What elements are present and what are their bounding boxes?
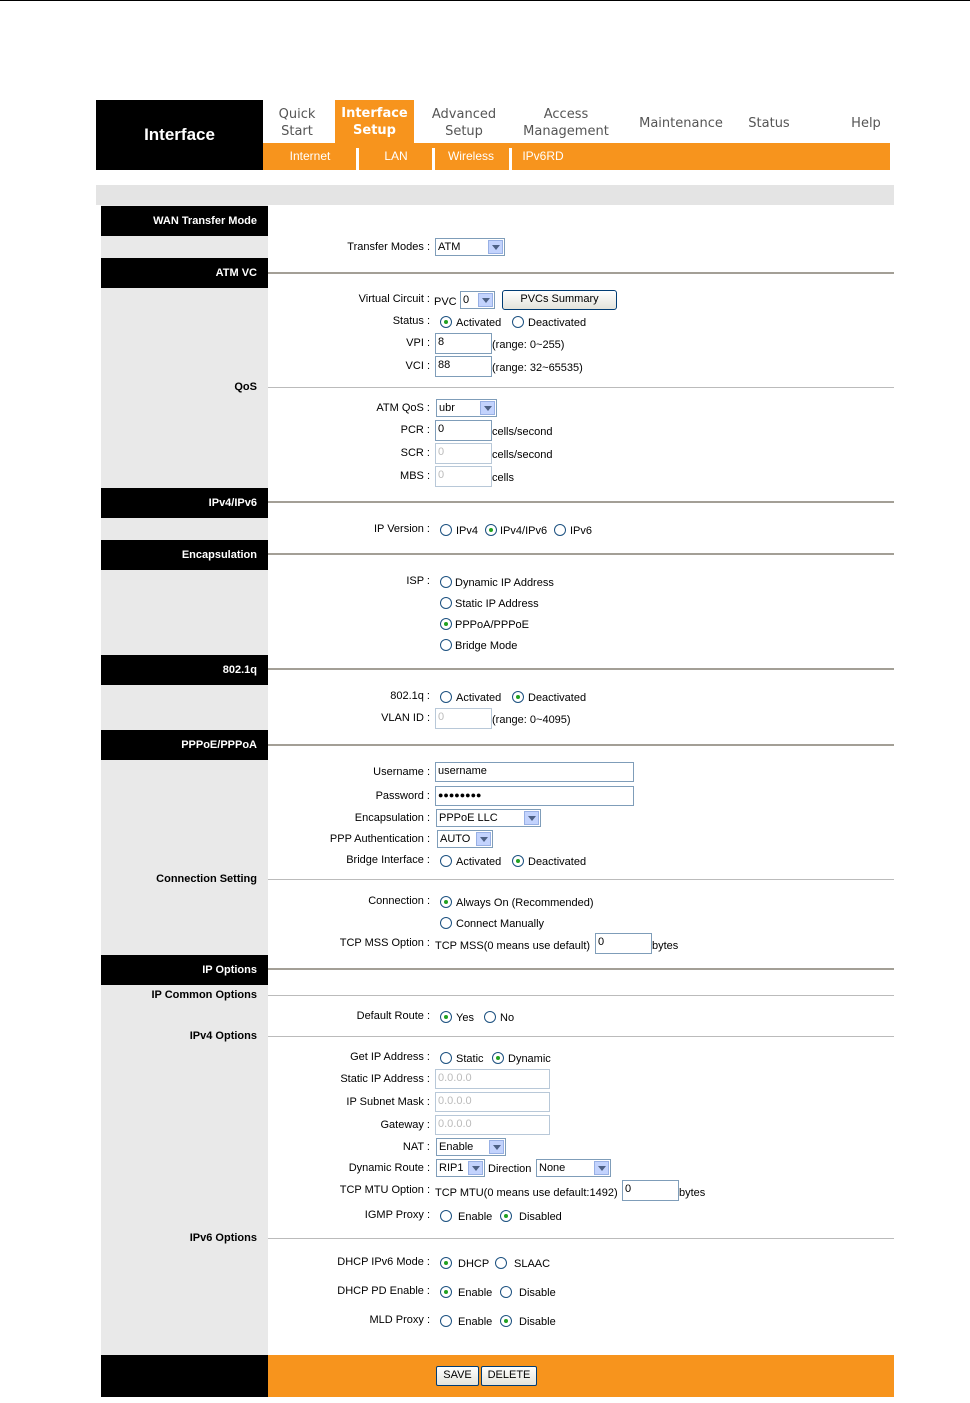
virtual-circuit-select[interactable]	[460, 291, 495, 309]
igmp-enable-label: Enable	[458, 1211, 493, 1223]
nav-quick-start-l2: Start	[281, 124, 313, 139]
nav-maintenance[interactable]	[630, 103, 732, 143]
section-ipv6-options: IPv6 Options	[189, 1232, 257, 1244]
section-wan-transfer-mode: WAN Transfer Mode	[101, 206, 268, 236]
transfer-modes-value: ATM	[438, 241, 461, 253]
nav-access-management-l1: Access	[543, 107, 589, 122]
igmp-proxy-label: IGMP Proxy :	[364, 1209, 430, 1221]
ip-version-ipv4ipv6-label: IPv4/IPv6	[500, 525, 548, 537]
bridge-activated-label: Activated	[456, 856, 502, 868]
nav-status-label: Status	[748, 115, 790, 131]
direction-value: None	[539, 1162, 566, 1174]
scr-label: SCR :	[400, 447, 430, 459]
connection-manual-radio[interactable]	[440, 917, 452, 929]
bridge-deactivated-radio[interactable]	[512, 855, 524, 867]
isp-pppoa-pppoe-label: PPPoA/PPPoE	[455, 619, 529, 631]
direction-label: Direction	[488, 1163, 532, 1175]
status-activated-label: Activated	[456, 317, 502, 329]
tcp-mtu-unit: bytes	[679, 1187, 706, 1199]
nav-quick-start[interactable]	[263, 103, 331, 143]
chevron-down-icon	[488, 240, 503, 254]
section-ip-options: IP Options	[101, 955, 268, 985]
section-ipv4-options: IPv4 Options	[189, 1030, 257, 1042]
tcp-mtu-input[interactable]: 0	[622, 1180, 679, 1201]
transfer-modes-select[interactable]	[435, 238, 505, 256]
gateway-input[interactable]: 0.0.0.0	[435, 1115, 550, 1135]
ip-version-ipv4-radio[interactable]	[440, 524, 452, 536]
default-route-no-label: No	[500, 1012, 515, 1024]
subnav-wireless[interactable]: Wireless	[447, 149, 494, 163]
subnav-lan[interactable]: LAN	[384, 149, 408, 163]
section-ip-common-options: IP Common Options	[151, 989, 257, 1001]
divider	[268, 1238, 894, 1239]
gateway-label: Gateway :	[380, 1119, 430, 1131]
nat-value: Enable	[439, 1141, 474, 1153]
virtual-circuit-value: 0	[463, 294, 470, 306]
subnet-mask-label: IP Subnet Mask :	[346, 1096, 430, 1108]
connection-always-on-label: Always On (Recommended)	[456, 897, 594, 909]
scr-unit: cells/second	[492, 449, 553, 461]
divider	[268, 1036, 894, 1037]
q8021-activated-label: Activated	[456, 692, 502, 704]
q8021-deactivated-label: Deactivated	[528, 692, 587, 704]
divider	[268, 668, 894, 670]
dhcp-mode-dhcp-label: DHCP	[458, 1258, 490, 1270]
chevron-down-icon	[468, 1161, 483, 1175]
nav-status[interactable]	[738, 103, 800, 143]
divider	[268, 879, 894, 880]
ip-version-ipv4ipv6-radio[interactable]	[485, 524, 497, 536]
section-connection-setting: Connection Setting	[156, 873, 257, 885]
bridge-interface-label: Bridge Interface :	[346, 854, 430, 866]
static-ip-label: Static IP Address :	[340, 1073, 430, 1085]
connection-always-on-radio[interactable]	[440, 896, 452, 908]
divider	[268, 272, 894, 274]
isp-pppoa-pppoe-radio[interactable]	[440, 618, 452, 630]
atm-qos-value: ubr	[439, 402, 455, 414]
dynamic-route-label: Dynamic Route :	[348, 1162, 430, 1174]
dhcp-pd-disable-label: Disable	[519, 1287, 556, 1299]
dhcp-mode-dhcp-radio[interactable]	[440, 1257, 452, 1269]
vci-hint: (range: 32~65535)	[492, 362, 583, 374]
nav-advanced-setup-l1: Advanced	[431, 107, 497, 122]
save-button[interactable]: SAVE	[436, 1366, 479, 1386]
chevron-down-icon	[524, 811, 539, 825]
dynamic-route-value: RIP1	[439, 1162, 464, 1174]
nav-access-management-l2: Management	[523, 124, 609, 139]
bridge-activated-radio[interactable]	[440, 855, 452, 867]
nav-maintenance-label: Maintenance	[639, 115, 723, 131]
encapsulation-select[interactable]	[436, 809, 541, 827]
transfer-modes-label: Transfer Modes :	[347, 241, 430, 253]
section-8021q: 802.1q	[101, 655, 268, 685]
vci-input[interactable]: 88	[435, 356, 492, 377]
nav-help[interactable]	[838, 103, 894, 143]
mld-enable-label: Enable	[458, 1316, 493, 1328]
pcr-input[interactable]: 0	[435, 420, 492, 441]
tcp-mtu-text: TCP MTU(0 means use default:1492)	[435, 1187, 618, 1199]
get-ip-static-radio[interactable]	[440, 1052, 452, 1064]
subnav-separator	[432, 148, 435, 170]
connection-manual-label: Connect Manually	[456, 918, 545, 930]
nav-interface-setup-l2: Setup	[353, 122, 396, 138]
ip-version-ipv6-label: IPv6	[570, 525, 593, 537]
dhcp-pd-enable-radio[interactable]	[440, 1286, 452, 1298]
mbs-unit: cells	[492, 472, 515, 484]
isp-bridge-radio[interactable]	[440, 639, 452, 651]
dynamic-route-select[interactable]	[436, 1159, 485, 1177]
connection-label: Connection :	[368, 895, 430, 907]
divider	[268, 995, 894, 996]
default-route-yes-label: Yes	[456, 1012, 474, 1024]
section-pppoe-pppoa: PPPoE/PPPoA	[101, 730, 268, 760]
mld-proxy-label: MLD Proxy :	[369, 1314, 430, 1326]
mbs-label: MBS :	[400, 470, 430, 482]
pcr-unit: cells/second	[492, 426, 553, 438]
section-encapsulation: Encapsulation	[101, 540, 268, 570]
dhcp-pd-label: DHCP PD Enable :	[337, 1285, 430, 1297]
vlan-id-label: VLAN ID :	[381, 712, 430, 724]
divider	[268, 968, 894, 970]
section-ipv4-ipv6: IPv4/IPv6	[101, 488, 268, 518]
virtual-circuit-label: Virtual Circuit :	[358, 293, 430, 305]
pcr-label: PCR :	[400, 424, 430, 436]
ppp-auth-select[interactable]	[437, 830, 493, 848]
divider	[268, 387, 894, 388]
brand-title: Interface	[96, 100, 263, 170]
vci-label: VCI :	[405, 360, 430, 372]
mbs-input[interactable]: 0	[435, 466, 492, 487]
status-deactivated-radio[interactable]	[512, 316, 524, 328]
vpi-label: VPI :	[406, 337, 430, 349]
section-qos: QoS	[234, 381, 257, 393]
pvc-prefix: PVC	[434, 296, 457, 308]
vpi-input[interactable]: 8	[435, 333, 492, 354]
tcp-mss-input[interactable]: 0	[595, 933, 652, 954]
encapsulation-value: PPPoE LLC	[439, 812, 498, 824]
divider	[268, 744, 894, 746]
default-route-no-radio[interactable]	[484, 1011, 496, 1023]
encapsulation-label: Encapsulation :	[354, 812, 430, 824]
scr-input[interactable]: 0	[435, 443, 492, 464]
get-ip-dynamic-radio[interactable]	[492, 1052, 504, 1064]
isp-static-radio[interactable]	[440, 597, 452, 609]
subnet-mask-input[interactable]: 0.0.0.0	[435, 1092, 550, 1112]
direction-select[interactable]	[536, 1159, 611, 1177]
nav-access-management[interactable]	[514, 103, 618, 143]
mld-disable-radio[interactable]	[500, 1315, 512, 1327]
isp-dynamic-radio[interactable]	[440, 576, 452, 588]
igmp-disabled-radio[interactable]	[500, 1210, 512, 1222]
username-label: Username :	[373, 766, 430, 778]
dhcp-mode-slaac-radio[interactable]	[495, 1257, 507, 1269]
ppp-auth-value: AUTO	[440, 833, 471, 845]
vpi-hint: (range: 0~255)	[492, 339, 565, 351]
q8021-label: 802.1q :	[390, 690, 430, 702]
nav-interface-setup[interactable]	[335, 100, 414, 143]
subnav-ipv6rd[interactable]: IPv6RD	[522, 149, 564, 163]
nav-advanced-setup[interactable]	[420, 103, 508, 143]
ip-version-ipv4-label: IPv4	[456, 525, 479, 537]
password-label: Password :	[375, 790, 430, 802]
chevron-down-icon	[476, 832, 491, 846]
ppp-auth-label: PPP Authentication :	[329, 833, 430, 845]
igmp-disabled-label: Disabled	[519, 1211, 562, 1223]
section-atm-vc: ATM VC	[101, 258, 268, 288]
get-ip-label: Get IP Address :	[350, 1051, 430, 1063]
chevron-down-icon	[594, 1161, 609, 1175]
pvcs-summary-button[interactable]: PVCs Summary	[502, 290, 617, 310]
ip-version-ipv6-radio[interactable]	[554, 524, 566, 536]
password-input[interactable]: ●●●●●●●●	[435, 786, 634, 806]
q8021-deactivated-radio[interactable]	[512, 691, 524, 703]
status-label: Status :	[392, 315, 430, 327]
subnav-internet[interactable]: Internet	[289, 149, 331, 163]
default-route-label: Default Route :	[356, 1010, 430, 1022]
nat-select[interactable]	[436, 1138, 506, 1156]
nav-quick-start-l1: Quick	[278, 107, 316, 122]
dhcp-pd-enable-label: Enable	[458, 1287, 493, 1299]
mld-enable-radio[interactable]	[440, 1315, 452, 1327]
subnav-separator	[356, 148, 359, 170]
username-input[interactable]: username	[435, 762, 634, 782]
isp-dynamic-label: Dynamic IP Address	[455, 577, 554, 589]
divider	[268, 553, 894, 555]
atm-qos-label: ATM QoS :	[376, 402, 430, 414]
tcp-mss-text: TCP MSS(0 means use default)	[435, 940, 591, 952]
tcp-mtu-label: TCP MTU Option :	[339, 1184, 430, 1196]
static-ip-input[interactable]: 0.0.0.0	[435, 1069, 550, 1089]
isp-static-label: Static IP Address	[455, 598, 539, 610]
vlan-id-input[interactable]: 0	[435, 708, 492, 729]
atm-qos-select[interactable]	[436, 399, 497, 417]
igmp-enable-radio[interactable]	[440, 1210, 452, 1222]
dhcp-ipv6-mode-label: DHCP IPv6 Mode :	[337, 1256, 430, 1268]
chevron-down-icon	[480, 401, 495, 415]
bridge-deactivated-label: Deactivated	[528, 856, 587, 868]
divider	[268, 501, 894, 503]
default-route-yes-radio[interactable]	[440, 1011, 452, 1023]
left-column	[101, 205, 268, 1355]
nav-advanced-setup-l2: Setup	[445, 124, 483, 139]
nav-interface-setup-l1: Interface	[341, 105, 408, 121]
dhcp-mode-slaac-label: SLAAC	[514, 1258, 551, 1270]
tcp-mss-unit: bytes	[652, 940, 679, 952]
dhcp-pd-disable-radio[interactable]	[500, 1286, 512, 1298]
delete-button[interactable]: DELETE	[481, 1366, 537, 1386]
nav-help-label: Help	[851, 115, 881, 131]
tcp-mss-label: TCP MSS Option :	[339, 937, 430, 949]
footer-left	[101, 1355, 268, 1397]
status-activated-radio[interactable]	[440, 316, 452, 328]
q8021-activated-radio[interactable]	[440, 691, 452, 703]
top-rule	[0, 0, 970, 1]
get-ip-static-label: Static	[456, 1053, 484, 1065]
top-grey-band	[96, 185, 894, 205]
isp-bridge-label: Bridge Mode	[455, 640, 518, 652]
isp-label: ISP :	[406, 575, 430, 587]
subnav-separator	[509, 148, 512, 170]
get-ip-dynamic-label: Dynamic	[508, 1053, 551, 1065]
footer-bar	[268, 1355, 894, 1397]
mld-disable-label: Disable	[519, 1316, 556, 1328]
ip-version-label: IP Version :	[373, 523, 430, 535]
vlan-id-hint: (range: 0~4095)	[492, 714, 571, 726]
status-deactivated-label: Deactivated	[528, 317, 587, 329]
chevron-down-icon	[478, 293, 493, 307]
chevron-down-icon	[489, 1140, 504, 1154]
nat-label: NAT :	[402, 1141, 430, 1153]
